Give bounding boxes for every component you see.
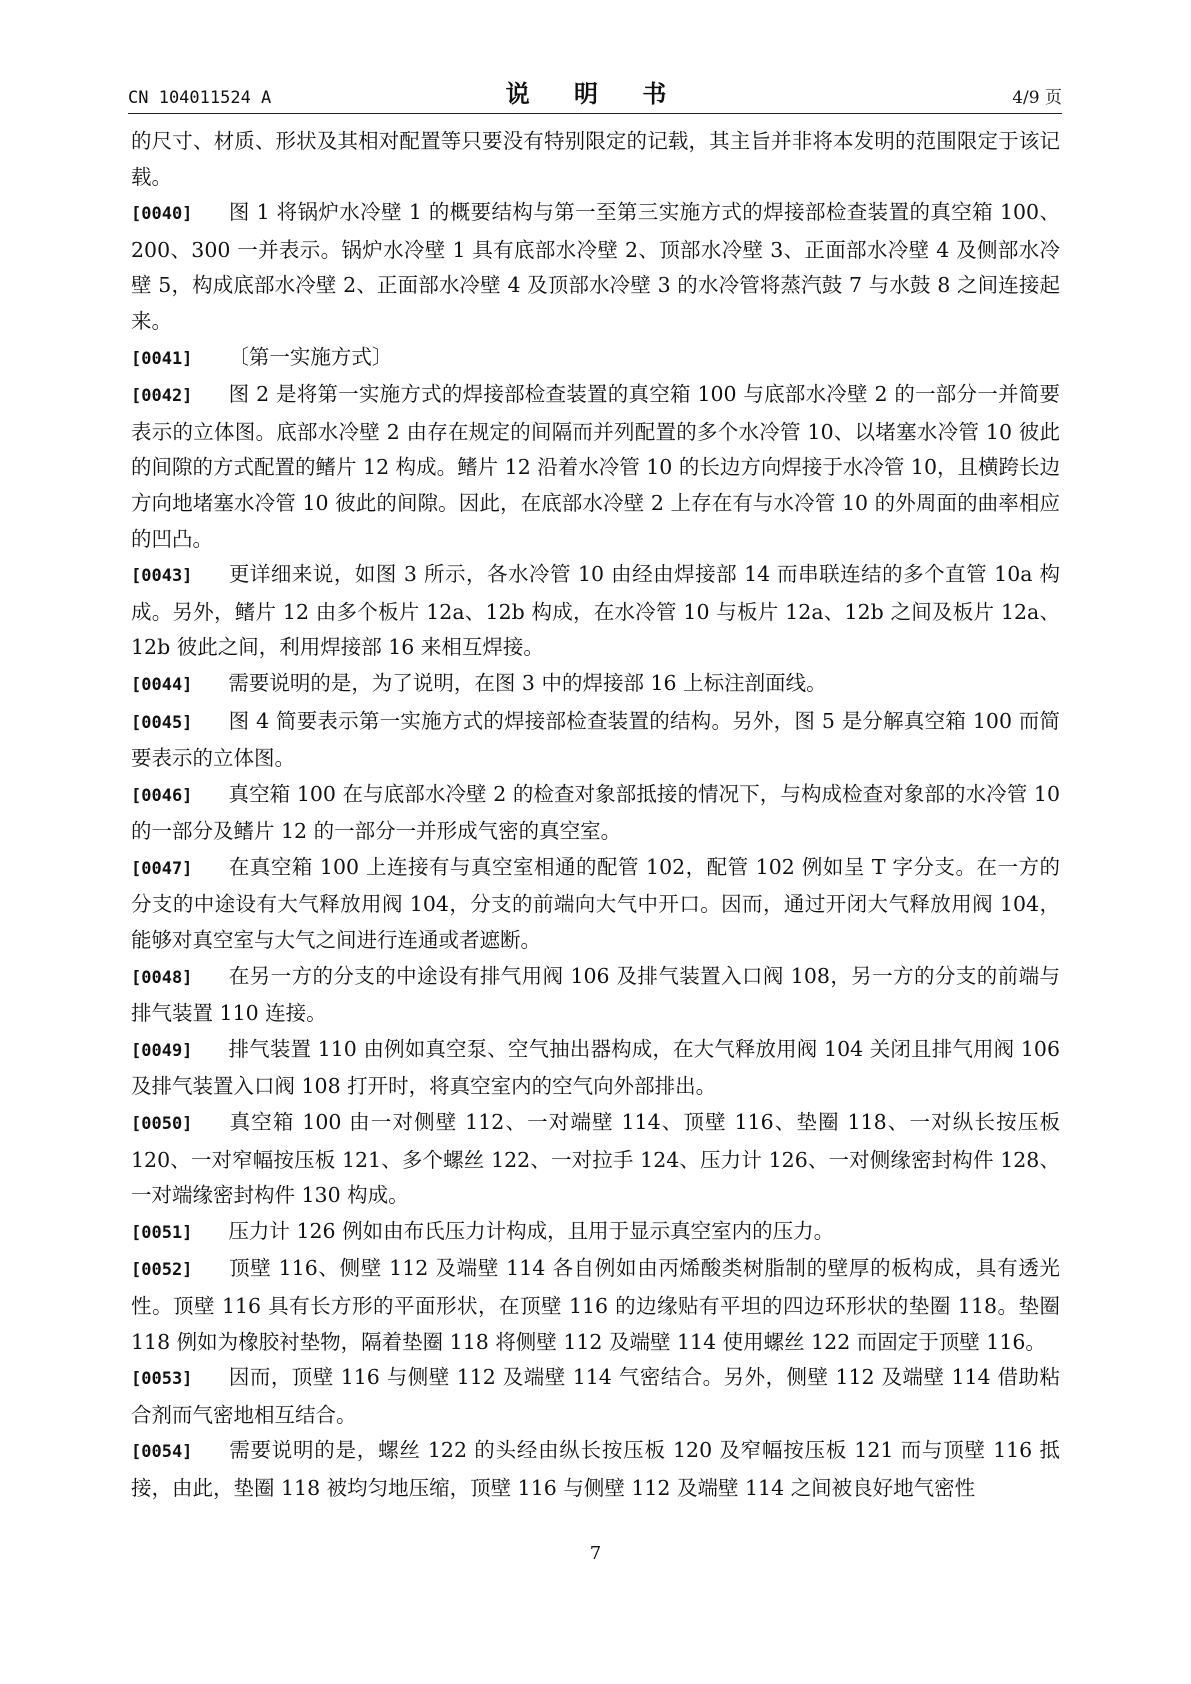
paragraph-text: 压力计 126 例如由布氏压力计构成，且用于显示真空室内的压力。 [228,1218,835,1243]
paragraph [131,195,1060,339]
paragraph [131,1032,1060,1105]
paragraph-number: [0052] [131,1260,193,1281]
document-title: 说 明 书 [505,80,685,108]
paragraph-number: [0043] [131,566,193,587]
paragraph-text: 排气装置 110 由例如真空泵、空气抽出器构成，在大气释放用阀 104 关闭且排气用阀 106 及排气装置入口阀 108 打开时，将真空室内的空气向外部排出。 [131,1036,1060,1099]
paragraph-text: 真空箱 100 由一对侧壁 112、一对端壁 114、顶壁 116、垫圈 118、一对纵长按压板 120、一对窄幅按压板 121、多个螺丝 122、一对拉手 124、压力计 126、一对侧缘密封构件 128、一对端缘密封构件 130 构成。 [131,1110,1060,1208]
paragraph-number: [0045] [131,712,193,733]
paragraph-text: 顶壁 116、侧壁 112 及端壁 114 各自例如由丙烯酸类树脂制的壁厚的板构成，具有透光性。顶壁 116 具有长方形的平面形状，在顶壁 116 的边缘贴有平坦的四边环形状的垫圈 118。垫圈 118 例如为橡胶衬垫物，隔着垫圈 118 将侧壁 112 及端壁 114 使用螺丝 122 而固定于顶壁 116。 [131,1256,1060,1354]
paragraph-text: 的尺寸、材质、形状及其相对配置等只要没有特别限定的记载，其主旨并非将本发明的范围限定于该记载。 [131,129,1060,189]
paragraph-number: [0041] [131,348,193,369]
paragraph-text: 因而，顶壁 116 与侧壁 112 及端壁 114 气密结合。另外，侧壁 112 及端壁 114 借助粘合剂而气密地相互结合。 [131,1365,1060,1427]
paragraph-number: [0050] [131,1114,193,1135]
paragraph-number: [0040] [131,204,193,225]
paragraph-number: [0046] [131,785,193,806]
page-number: 7 [589,1543,602,1564]
paragraph-number: [0051] [131,1222,193,1243]
paragraph-number: [0042] [131,386,193,407]
page-count: 4/9 页 [1012,88,1062,108]
paragraph [131,850,1060,959]
paragraph-number: [0053] [131,1369,193,1390]
paragraph-number: [0048] [131,967,193,988]
paragraph [131,557,1060,666]
paragraph-number: [0047] [131,858,193,879]
paragraph [131,1214,1060,1252]
paragraph-text: 在真空箱 100 上连接有与真空室相通的配管 102，配管 102 例如呈 T 字分支。在一方的分支的中途设有大气释放用阀 104，分支的前端向大气中开口。因而，通过开闭大气释放用阀 104，能够对真空室与大气之间进行连通或者遮断。 [131,854,1060,953]
page-header [128,74,1062,114]
paragraph-number: [0044] [131,674,193,695]
paragraph [131,666,1060,704]
paragraph [131,959,1060,1032]
document-body [131,124,1060,1507]
paragraph-text: 图 2 是将第一实施方式的焊接部检查装置的真空箱 100 与底部水冷壁 2 的一部分一并简要表示的立体图。底部水冷壁 2 由存在规定的间隔而并列配置的多个水冷管 10、以堵塞水冷管 10 彼此的间隙的方式配置的鳍片 12 构成。鳍片 12 沿着水冷管 10 的长边方向焊接于水冷管 10，且横跨长边方向地堵塞水冷管 10 彼此的间隙。因此，在底部水冷壁 2 上存在有与水冷管 10 的外周面的曲率相应的凹凸。 [131,382,1060,551]
paragraph-text: 图 4 简要表示第一实施方式的焊接部检查装置的结构。另外，图 5 是分解真空箱 100 而简要表示的立体图。 [131,708,1060,771]
paragraph [131,124,1060,195]
paragraph-number: [0054] [131,1442,193,1463]
paragraph-text: 需要说明的是，螺丝 122 的头经由纵长按压板 120 及窄幅按压板 121 而与顶壁 116 抵接，由此，垫圈 118 被均匀地压缩，顶壁 116 与侧壁 112 及端壁 114 之间被良好地气密性 [131,1438,1060,1500]
paragraph-text: 更详细来说，如图 3 所示，各水冷管 10 由经由焊接部 14 而串联连结的多个直管 10a 构成。另外，鳍片 12 由多个板片 12a、12b 构成，在水冷管 10 与板片 12a、12b 之间及板片 12a、12b 彼此之间，利用焊接部 16 来相互焊接。 [131,562,1060,660]
paragraph [131,1360,1060,1433]
paragraph [131,340,1060,378]
paragraph [131,377,1060,557]
paragraph [131,1105,1060,1214]
paragraph [131,704,1060,777]
paragraph [131,777,1060,850]
paragraph-text: 图 1 将锅炉水冷壁 1 的概要结构与第一至第三实施方式的焊接部检查装置的真空箱 100、200、300 一并表示。锅炉水冷壁 1 具有底部水冷壁 2、顶部水冷壁 3、正面部水冷壁 4 及侧部水冷壁 5，构成底部水冷壁 2、正面部水冷壁 4 及顶部水冷壁 3 的水冷管将蒸汽鼓 7 与水鼓 8 之间连接起来。 [131,200,1060,333]
paragraph-text: 在另一方的分支的中途设有排气用阀 106 及排气装置入口阀 108，另一方的分支的前端与排气装置 110 连接。 [131,963,1060,1026]
paragraph-number: [0049] [131,1040,193,1061]
paragraph-text: 需要说明的是，为了说明，在图 3 中的焊接部 16 上标注剖面线。 [228,670,827,695]
paragraph [131,1433,1060,1506]
paragraph [131,1251,1060,1360]
publication-number: CN 104011524 A [128,88,272,108]
paragraph-text: 〔第一实施方式〕 [228,344,393,369]
header-rule [128,113,1062,114]
paragraph-text: 真空箱 100 在与底部水冷壁 2 的检查对象部抵接的情况下，与构成检查对象部的水冷管 10 的一部分及鳍片 12 的一部分一并形成气密的真空室。 [131,781,1060,844]
